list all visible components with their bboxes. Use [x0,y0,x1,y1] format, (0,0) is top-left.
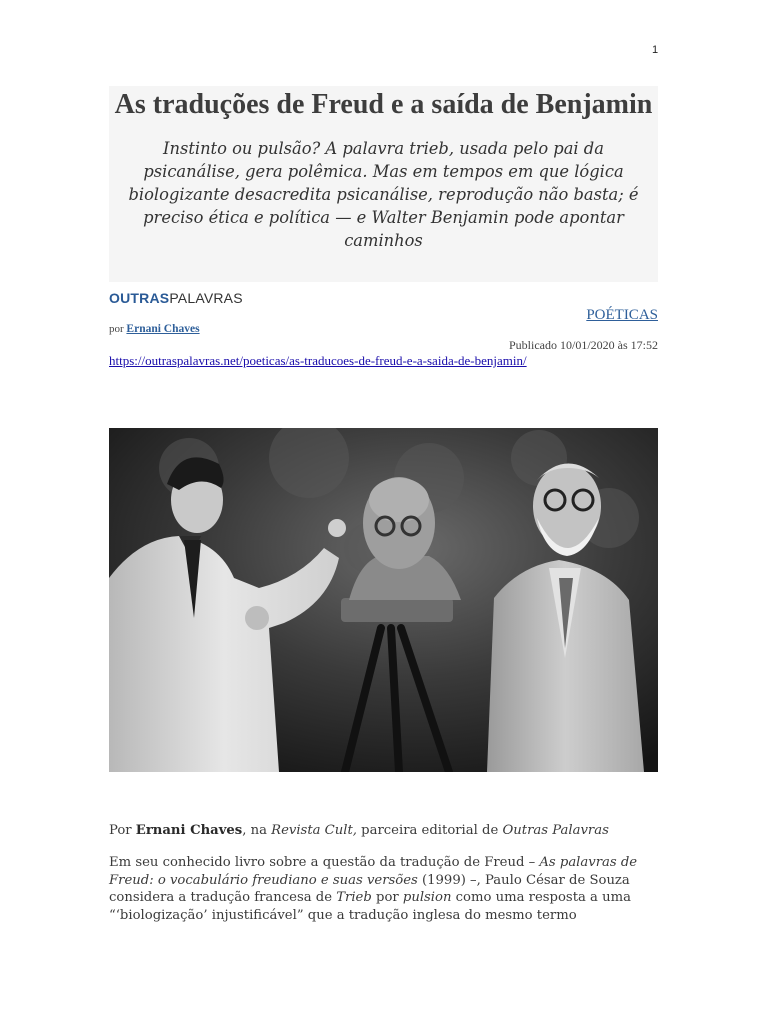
author-link[interactable]: Ernani Chaves [126,323,200,335]
credit-middle-1: , na [242,823,272,838]
brand-bold-part: OUTRAS [109,290,170,306]
credit-middle-2: parceira editorial de [356,823,503,838]
intro-text-1: Em seu conhecido livro sobre a questão da tradução de Freud – [109,855,540,870]
page-number: 1 [652,44,659,56]
intro-book-title: As palavras de Freud: o vocabulário freudiano e suas versões [109,855,638,888]
page-title: As traduções de Freud e a saída de Benjamin [114,89,653,120]
credit-prefix: Por [109,823,136,838]
intro-text-4: como uma resposta a uma “‘biologização’ injustificável” que a tradução inglesa do mesmo termo [109,890,631,923]
site-brand[interactable] [109,290,243,306]
byline [109,323,200,335]
article-photo [109,428,658,772]
intro-term-2: pulsion [402,890,452,905]
credit-partner: Outras Palavras [502,823,609,838]
credit-magazine: Revista Cult, [271,823,357,838]
byline-prefix: por [109,323,124,335]
paragraph-intro [109,854,660,924]
brand-light-part: PALAVRAS [169,290,243,306]
publish-date: Publicado 10/01/2020 às 17:52 [509,338,658,352]
article-header [109,86,658,282]
credit-author: Ernani Chaves [135,823,243,838]
article-url-link[interactable]: https://outraspalavras.net/poeticas/as-traducoes-de-freud-e-a-saida-de-benjamin/ [109,353,527,368]
intro-text-3: por [371,890,403,905]
article-subtitle: Instinto ou pulsão? A palavra trieb, usada pelo pai da psicanálise, gera polêmica. Mas em tempos em que lógica biologizante desacredita psicanálise, reprodução não basta; é preciso ética e política — e Walter Benjamin pode apontar caminhos [128,139,639,250]
intro-text-2: (1999) –, Paulo César de Souza considera a tradução francesa de [109,872,630,905]
category-link[interactable]: POÉTICAS [586,307,658,323]
intro-term-1: Trieb [336,890,372,905]
paragraph-credit [109,822,660,840]
